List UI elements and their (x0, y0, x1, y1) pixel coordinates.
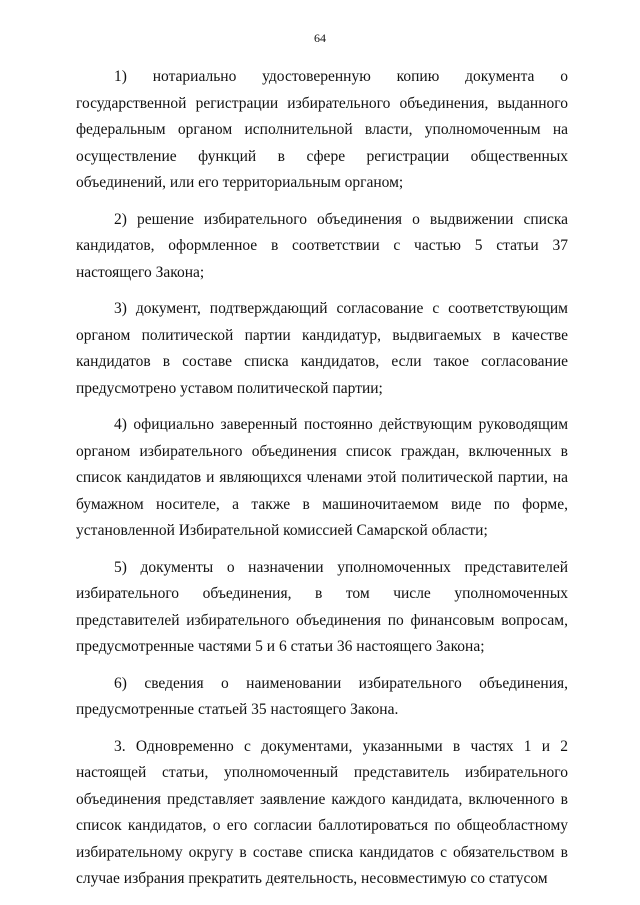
paragraph-item-2: 2) решение избирательного объединения о выдвижении списка кандидатов, оформленное в соответствии с частью 5 статьи 37 настоящего Закона; (76, 210, 568, 281)
paragraph-section-3: 3. Одновременно с документами, указанными в частях 1 и 2 настоящей статьи, уполномоченный представитель избирательного объединения представляет заявление каждого кандидата, включенного в список кандидатов, о его согласии баллотироваться по общеобластному избирательному округу в составе списка кандидатов с обязательством в случае избрания прекратить деятельность, несовместимую со статусом (76, 737, 568, 887)
paragraph-item-5: 5) документы о назначении уполномоченных представителей избирательного объединения, в том числе уполномоченных представителей избирательного объединения по финансовым вопросам, предусмотренные частями 5 и 6 статьи 36 настоящего Закона; (76, 558, 568, 655)
paragraph-item-6: 6) сведения о наименовании избирательного объединения, предусмотренные статьей 35 настоящего Закона. (76, 674, 568, 718)
paragraph-item-4: 4) официально заверенный постоянно действующим руководящим органом избирательного объединения список граждан, включенных в список кандидатов и являющихся членами этой политической партии, на бумажном носителе, а также в машиночитаемом виде по форме, установленной Избирательной комиссией Самарской области; (76, 416, 568, 539)
paragraph-item-1: 1) нотариально удостоверенную копию документа о государственной регистрации избирательного объединения, выданного федеральным органом исполнительной власти, уполномоченным на осуществление функций в сфере регистрации общественных объединений, или его территориальным органом; (76, 68, 568, 191)
paragraph-item-3: 3) документ, подтверждающий согласование с соответствующим органом политической партии кандидатур, выдвигаемых в качестве кандидатов в составе списка кандидатов, если такое согласование предусмотрено уставом политической партии; (76, 300, 568, 397)
document-body (76, 64, 568, 903)
page-number: 64 (314, 31, 326, 45)
